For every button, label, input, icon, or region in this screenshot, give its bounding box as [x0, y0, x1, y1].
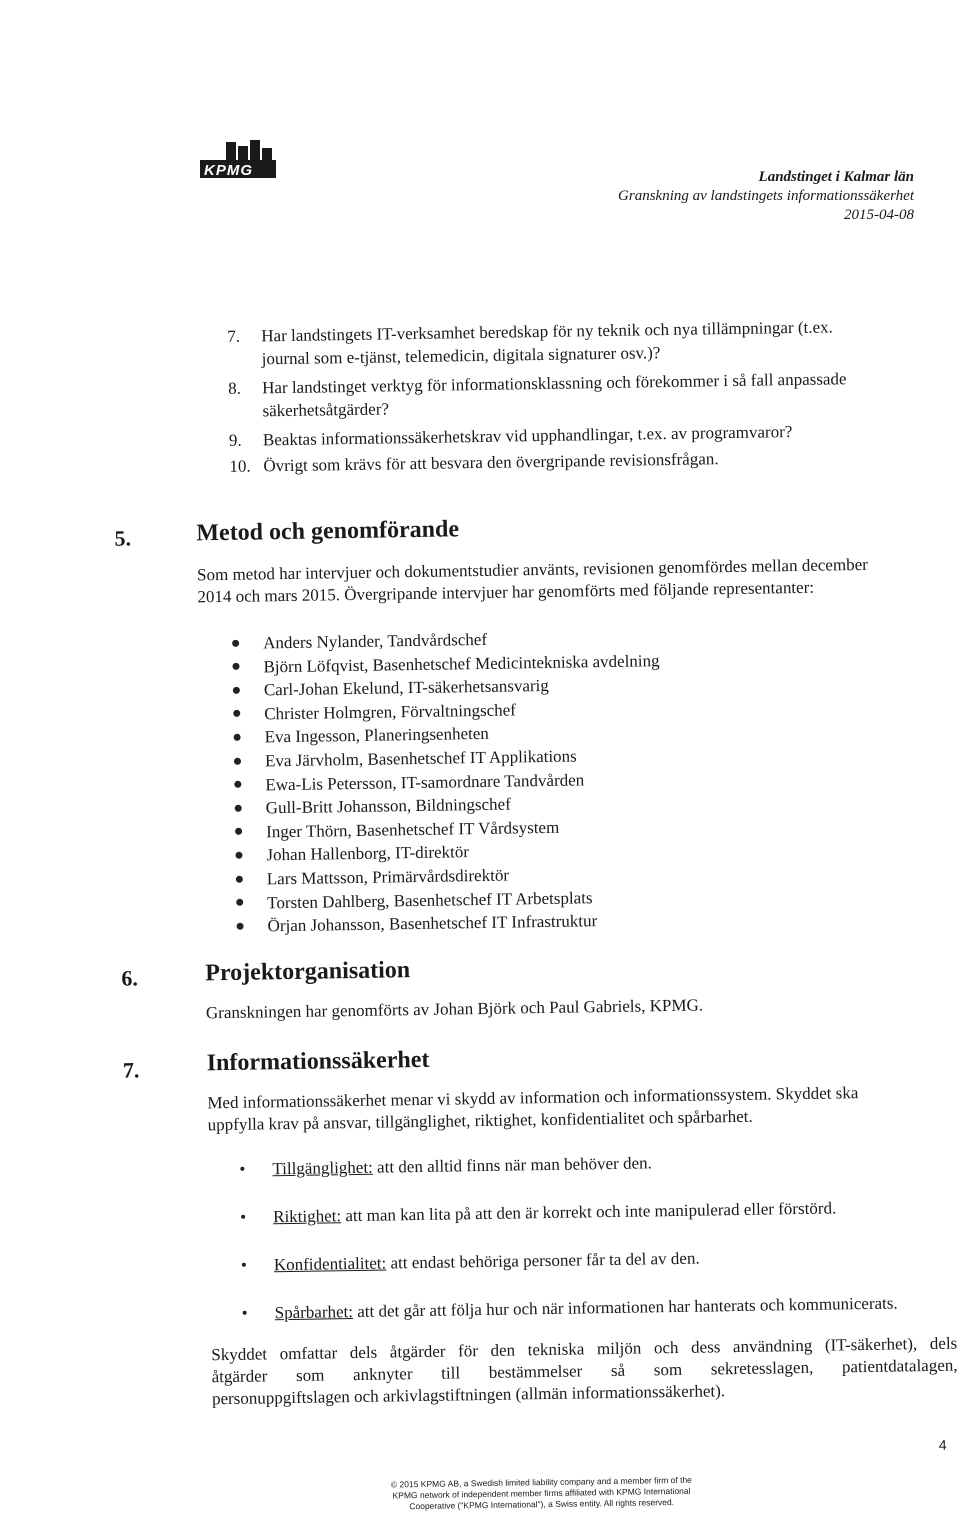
bullet-icon	[242, 1263, 246, 1267]
section-title: Projektorganisation	[205, 957, 411, 987]
question-number: 9.	[228, 430, 242, 450]
bullet-icon	[241, 1215, 245, 1219]
list-item: Björn Löfqvist, Basenhetschef Medicintekniska avdelning	[232, 649, 659, 679]
question-item	[229, 421, 793, 452]
bullet-icon	[235, 828, 242, 835]
bullet-icon	[235, 804, 242, 811]
header-date: 2015-04-08	[844, 207, 914, 223]
question-number: 10.	[229, 456, 251, 476]
section-title: Metod och genomförande	[196, 516, 460, 547]
bullet-icon	[236, 875, 243, 882]
list-item: Torsten Dahlberg, Basenhetschef IT Arbetsplats	[236, 885, 663, 915]
question-text: Beaktas informationssäkerhetskrav vid upphandlingar, t.ex. av programvaror?	[262, 422, 793, 450]
list-item: Örjan Johansson, Basenhetschef IT Infrastruktur	[236, 908, 663, 938]
svg-text:KPMG: KPMG	[204, 162, 253, 179]
question-text: Övrigt som krävs för att besvara den övergripande revisionsfrågan.	[263, 449, 719, 476]
section-closing: Skyddet omfattar dels åtgärder för den tekniska miljön och dess användning (IT-säkerhet), dels åtgärder som anknyter till bestämmelser så som sekretesslagen, patientdatalagen, personuppgiftslagen och arkivlagstiftningen (allmän informationssäkerhet).	[211, 1333, 958, 1409]
list-item: Gull-Britt Johansson, Bildningschef	[235, 790, 662, 820]
list-item: Christer Holmgren, Förvaltningschef	[233, 696, 660, 726]
question-item	[228, 368, 847, 400]
bullet-icon	[234, 734, 241, 741]
section-intro: Med informationssäkerhet menar vi skydd av information och informationssystem. Skyddet ska uppfylla krav på ansvar, tillgänglighet, riktighet, konfidentialitet och spårbarhet.	[207, 1083, 859, 1135]
question-continuation: säkerhetsåtgärder?	[262, 399, 390, 421]
bullet-icon	[236, 899, 243, 906]
section-number: 5.	[114, 525, 132, 551]
list-item: Ewa-Lis Petersson, IT-samordnare Tandvården	[234, 767, 661, 797]
page-number: 4	[938, 1436, 947, 1453]
section-title: Informationssäkerhet	[206, 1046, 430, 1077]
list-item: Carl-Johan Ekelund, IT-säkerhetsansvarig	[233, 672, 660, 702]
question-number: 8.	[227, 378, 242, 398]
bullet-icon	[232, 639, 239, 646]
question-text: Har landstinget verktyg för informationsklassning och förekommer i så fall anpassade	[261, 369, 847, 398]
list-item: Tillgänglighet: att den alltid finns när man behöver den.	[240, 1153, 652, 1179]
bullet-icon	[234, 757, 241, 764]
bullet-icon	[232, 663, 239, 670]
header-org: Landstinget i Kalmar län	[758, 169, 914, 185]
bullet-icon	[243, 1311, 247, 1315]
section-text: Granskningen har genomförts av Johan Björk och Paul Gabriels, KPMG.	[205, 995, 704, 1023]
copyright-footer: © 2015 KPMG AB, a Swedish limited liability company and a member firm of the KPMG network of independent member firms affiliated with KPMG International Cooperative ("KPMG International"), a Swiss entity. All rights reserved.	[390, 1474, 692, 1512]
people-list	[232, 625, 664, 938]
list-item: Riktighet: att man kan lita på att den är korrekt och inte manipulerad eller förstörd.	[241, 1198, 836, 1227]
bullet-icon	[235, 852, 242, 859]
bullet-icon	[237, 922, 244, 929]
question-item	[229, 448, 719, 478]
list-item: Eva Ingesson, Planeringsenheten	[233, 720, 660, 750]
list-item: Eva Järvholm, Basenhetschef IT Applikations	[234, 743, 661, 773]
bullet-icon	[240, 1167, 244, 1171]
list-item: Inger Thörn, Basenhetschef IT Vårdsystem	[235, 814, 662, 844]
list-item: Johan Hallenborg, IT-direktör	[235, 837, 662, 867]
bullet-icon	[234, 781, 241, 788]
bullet-icon	[233, 687, 240, 694]
bullet-icon	[233, 710, 240, 717]
list-item: Anders Nylander, Tandvårdschef	[232, 625, 659, 655]
header-report-title: Granskning av landstingets informationssäkerhet	[618, 188, 914, 204]
list-item: Konfidentialitet: att endast behöriga personer får ta del av den.	[242, 1249, 700, 1276]
section-intro: Som metod har intervjuer och dokumentstudier använts, revisionen genomfördes mellan december 2014 och mars 2015. Övergripande intervjuer har genomförts med följande representanter:	[196, 554, 868, 607]
list-item: Lars Mattsson, Primärvårdsdirektör	[236, 861, 663, 891]
list-item: Spårbarhet: att det går att följa hur och när informationen har hanterats och kommunicerats.	[243, 1294, 898, 1324]
question-text: Har landstingets IT-verksamhet beredskap för ny teknik och nya tillämpningar (t.ex.	[261, 317, 833, 346]
question-number: 7.	[227, 326, 241, 346]
question-item	[227, 316, 833, 348]
section-number: 7.	[122, 1057, 140, 1083]
question-continuation: journal som e-tjänst, telemedicin, digitala signaturer osv.)?	[261, 343, 661, 369]
section-number: 6.	[121, 965, 139, 991]
